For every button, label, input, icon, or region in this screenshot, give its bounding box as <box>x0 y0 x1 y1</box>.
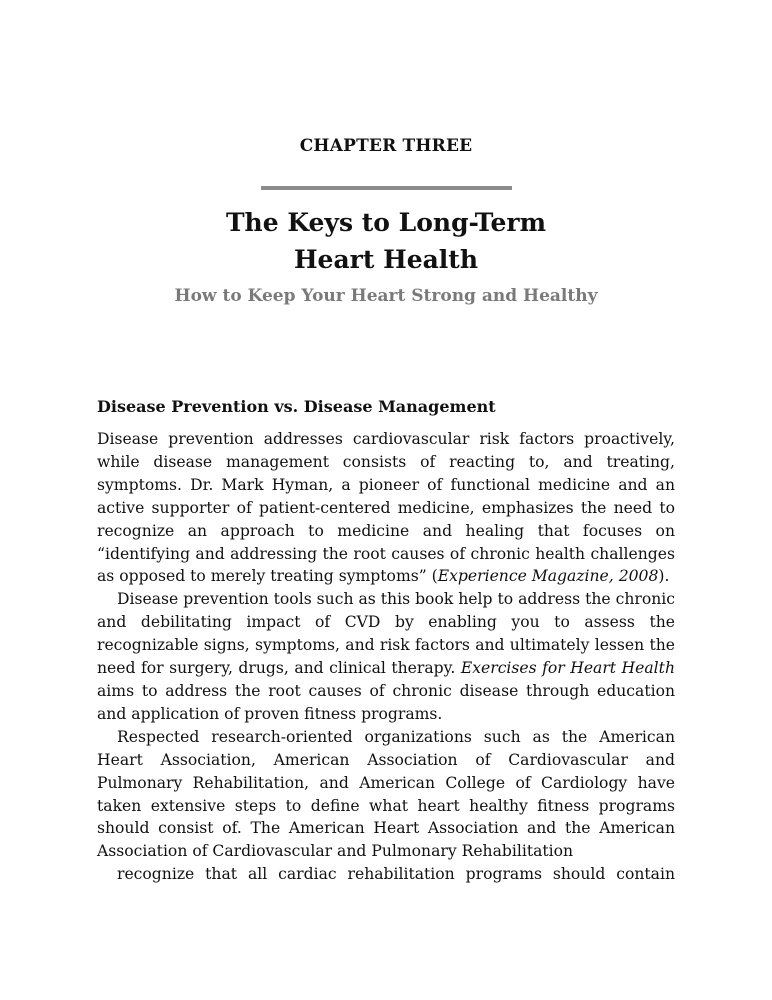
chapter-title <box>0 204 772 278</box>
body-text <box>97 428 675 886</box>
paragraph-2-book-title: Exercises for Heart Health <box>460 659 675 678</box>
paragraph-1-text-b: ). <box>658 567 670 586</box>
paragraph-3-text-a: Respected research-oriented organizations such as the American Heart Association, American Association of Cardiovascular and Pulmonary Rehabilitation, and American College of Cardiology have taken extensive steps to define what heart healthy fitness programs should consist of. The American Heart Association and the American Association of Cardiovascular and Pulmonary Rehabilitation <box>97 727 675 861</box>
section-heading: Disease Prevention vs. Disease Management <box>97 397 496 416</box>
paragraph-2-text-a: Disease prevention tools such as this book help to address the chronic and debilitating impact of CVD by enabling you to assess the recognizable signs, symptoms, and risk factors and ultimately lessen the need for surgery, drugs, and clinical therapy. <box>97 590 675 678</box>
chapter-title-line-2: Heart Health <box>293 245 479 274</box>
paragraph-1-citation: Experience Magazine, 2008 <box>437 567 659 586</box>
chapter-divider-rule <box>261 186 512 190</box>
paragraph-3-text-last: recognize that all cardiac rehabilitation programs should contain <box>117 865 675 884</box>
chapter-title-line-1: The Keys to Long-Term <box>225 208 547 237</box>
paragraph-2 <box>97 588 675 725</box>
paragraph-1-text-a: Disease prevention addresses cardiovascular risk factors proactively, while disease management consists of reacting to, and treating, symptoms. Dr. Mark Hyman, a pioneer of functional medicine and an active supporter of patient-centered medicine, emphasizes the need to recognize an approach to medicine and healing that focuses on “identifying and addressing the root causes of chronic health challenges as opposed to merely treating symptoms” ( <box>97 430 675 586</box>
chapter-label: CHAPTER THREE <box>299 136 473 156</box>
paragraph-3 <box>97 726 675 886</box>
chapter-subtitle: How to Keep Your Heart Strong and Healthy <box>174 286 598 306</box>
paragraph-1 <box>97 428 675 588</box>
paragraph-2-text-b: aims to address the root causes of chronic disease through education and application of proven fitness programs. <box>97 681 675 723</box>
